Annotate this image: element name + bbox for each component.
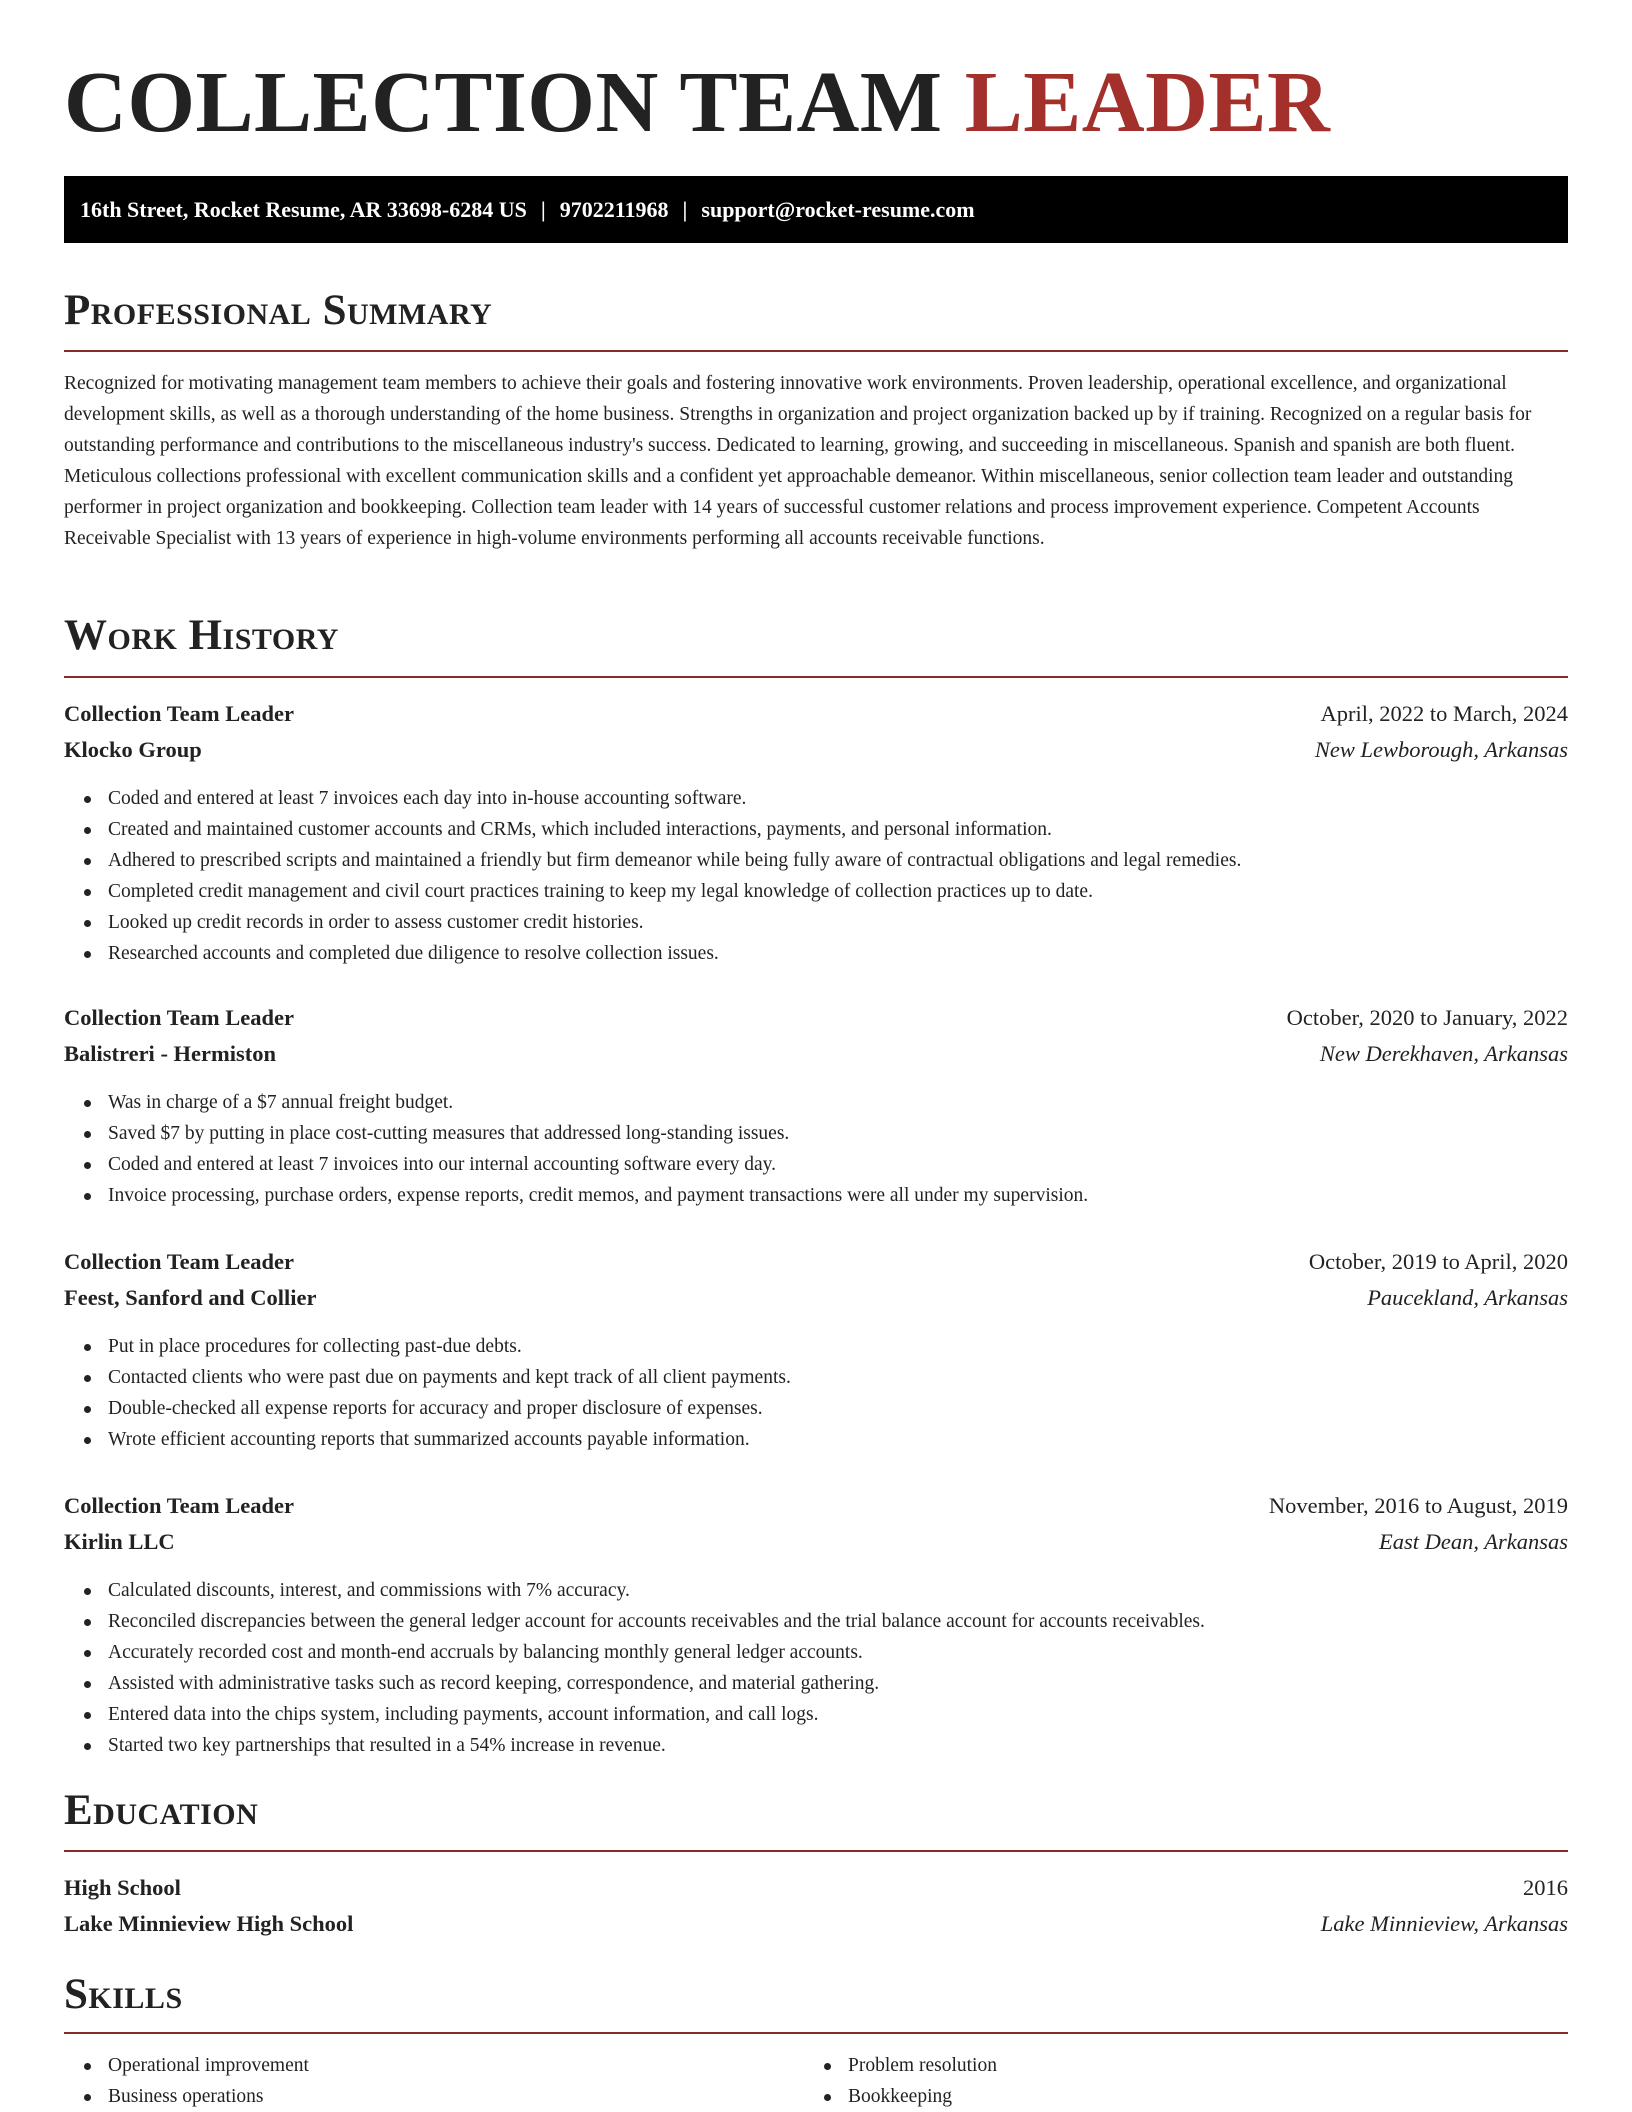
section-title-education: Education [64, 1787, 259, 1834]
job-bullets [64, 783, 1568, 969]
list-item: Entered data into the chips system, including payments, account information, and call logs. [108, 1699, 1568, 1730]
education-year: 2016 [1523, 1875, 1568, 1900]
job-subheader [64, 732, 1568, 768]
job-dates: November, 2016 to August, 2019 [1268, 1493, 1568, 1518]
education-subheader [64, 1906, 1568, 1942]
list-item: Was in charge of a $7 annual freight budget. [108, 1087, 1568, 1118]
contact-email[interactable]: support@rocket-resume.com [701, 197, 975, 222]
job-location: East Dean, Arkansas [1379, 1529, 1568, 1554]
list-item: Accurately recorded cost and month-end accruals by balancing monthly general ledger accounts. [108, 1637, 1568, 1668]
job-dates: October, 2020 to January, 2022 [1286, 1005, 1568, 1030]
job-company: Balistreri - Hermiston [64, 1041, 277, 1066]
list-item: Coded and entered at least 7 invoices each day into in-house accounting software. [108, 783, 1568, 814]
contact-separator: | [682, 197, 688, 222]
list-item: Assisted with administrative tasks such as record keeping, correspondence, and material gathering. [108, 1668, 1568, 1699]
education-header [64, 1870, 1568, 1906]
contact-bar [64, 176, 1568, 243]
job-location: New Derekhaven, Arkansas [1319, 1041, 1568, 1066]
resume-title [64, 52, 1330, 152]
list-item: Contacted clients who were past due on payments and kept track of all client payments. [108, 1362, 1568, 1393]
list-item: Completed credit management and civil court practices training to keep my legal knowledge of collection practices up to date. [108, 876, 1568, 907]
job-role: Collection Team Leader [64, 701, 294, 726]
list-item: Invoice processing, purchase orders, expense reports, credit memos, and payment transactions were all under my supervision. [108, 1180, 1568, 1211]
skill-item: Operational improvement [108, 2050, 1568, 2081]
job-company: Kirlin LLC [64, 1529, 175, 1554]
contact-address: 16th Street, Rocket Resume, AR 33698-6284 US [80, 197, 527, 222]
summary-text: Recognized for motivating management team members to achieve their goals and fostering innovative work environments. Proven leadership, operational excellence, and organizational development skills, as well as a thorough understanding of the home business. Strengths in organization and project organization backed up by if training. Recognized on a regular basis for outstanding performance and contributions to the miscellaneous industry's success. Dedicated to learning, growing, and succeeding in miscellaneous. Spanish and spanish are both fluent. Meticulous collections professional with excellent communication skills and a confident yet approachable demeanor. Within miscellaneous, senior collection team leader and outstanding performer in project organization and bookkeeping. Collection team leader with 14 years of successful customer relations and process improvement experience. Competent Accounts Receivable Specialist with 13 years of experience in high-volume environments performing all accounts receivable functions. [64, 373, 1532, 549]
section-title-summary: Professional Summary [64, 287, 493, 334]
job-header [64, 1488, 1568, 1524]
job-location: Paucekland, Arkansas [1367, 1285, 1568, 1310]
skill-item: Problem resolution [848, 2050, 1632, 2081]
job-header [64, 1244, 1568, 1280]
job-subheader [64, 1280, 1568, 1316]
job-role: Collection Team Leader [64, 1249, 294, 1274]
section-divider [64, 1850, 1568, 1852]
job-bullets [64, 1575, 1568, 1761]
job-subheader [64, 1036, 1568, 1072]
job-role: Collection Team Leader [64, 1493, 294, 1518]
job-location: New Lewborough, Arkansas [1314, 737, 1568, 762]
education-location: Lake Minnieview, Arkansas [1320, 1911, 1568, 1936]
list-item: Reconciled discrepancies between the general ledger account for accounts receivables and the trial balance account for accounts receivables. [108, 1606, 1568, 1637]
education-school: Lake Minnieview High School [64, 1911, 354, 1936]
job-company: Feest, Sanford and Collier [64, 1285, 317, 1310]
title-first: COLLECTION TEAM [64, 53, 943, 150]
list-item: Adhered to prescribed scripts and maintained a friendly but firm demeanor while being fully aware of contractual obligations and legal remedies. [108, 845, 1568, 876]
skills-list-right [804, 2050, 1632, 2112]
list-item: Put in place procedures for collecting past-due debts. [108, 1331, 1568, 1362]
job-bullets [64, 1087, 1568, 1211]
contact-separator: | [540, 197, 546, 222]
job-company: Klocko Group [64, 737, 202, 762]
section-divider [64, 2032, 1568, 2034]
section-divider [64, 350, 1568, 352]
skill-item: Business operations [108, 2081, 1568, 2112]
list-item: Coded and entered at least 7 invoices into our internal accounting software every day. [108, 1149, 1568, 1180]
list-item: Calculated discounts, interest, and commissions with 7% accuracy. [108, 1575, 1568, 1606]
list-item: Researched accounts and completed due diligence to resolve collection issues. [108, 938, 1568, 969]
list-item: Created and maintained customer accounts and CRMs, which included interactions, payments, and personal information. [108, 814, 1568, 845]
list-item: Saved $7 by putting in place cost-cutting measures that addressed long-standing issues. [108, 1118, 1568, 1149]
job-role: Collection Team Leader [64, 1005, 294, 1030]
job-header [64, 696, 1568, 732]
section-title-work-history: Work History [64, 612, 339, 659]
title-last: LEADER [964, 53, 1331, 150]
job-dates: April, 2022 to March, 2024 [1320, 701, 1568, 726]
contact-phone[interactable]: 9702211968 [559, 197, 669, 222]
job-dates: October, 2019 to April, 2020 [1308, 1249, 1568, 1274]
list-item: Looked up credit records in order to assess customer credit histories. [108, 907, 1568, 938]
list-item: Double-checked all expense reports for accuracy and proper disclosure of expenses. [108, 1393, 1568, 1424]
list-item: Started two key partnerships that resulted in a 54% increase in revenue. [108, 1730, 1568, 1761]
section-title-skills: Skills [64, 1971, 183, 2018]
job-header [64, 1000, 1568, 1036]
job-subheader [64, 1524, 1568, 1560]
list-item: Wrote efficient accounting reports that summarized accounts payable information. [108, 1424, 1568, 1455]
job-bullets [64, 1331, 1568, 1455]
skill-item: Bookkeeping [848, 2081, 1632, 2112]
education-degree: High School [64, 1875, 181, 1900]
section-divider [64, 676, 1568, 678]
